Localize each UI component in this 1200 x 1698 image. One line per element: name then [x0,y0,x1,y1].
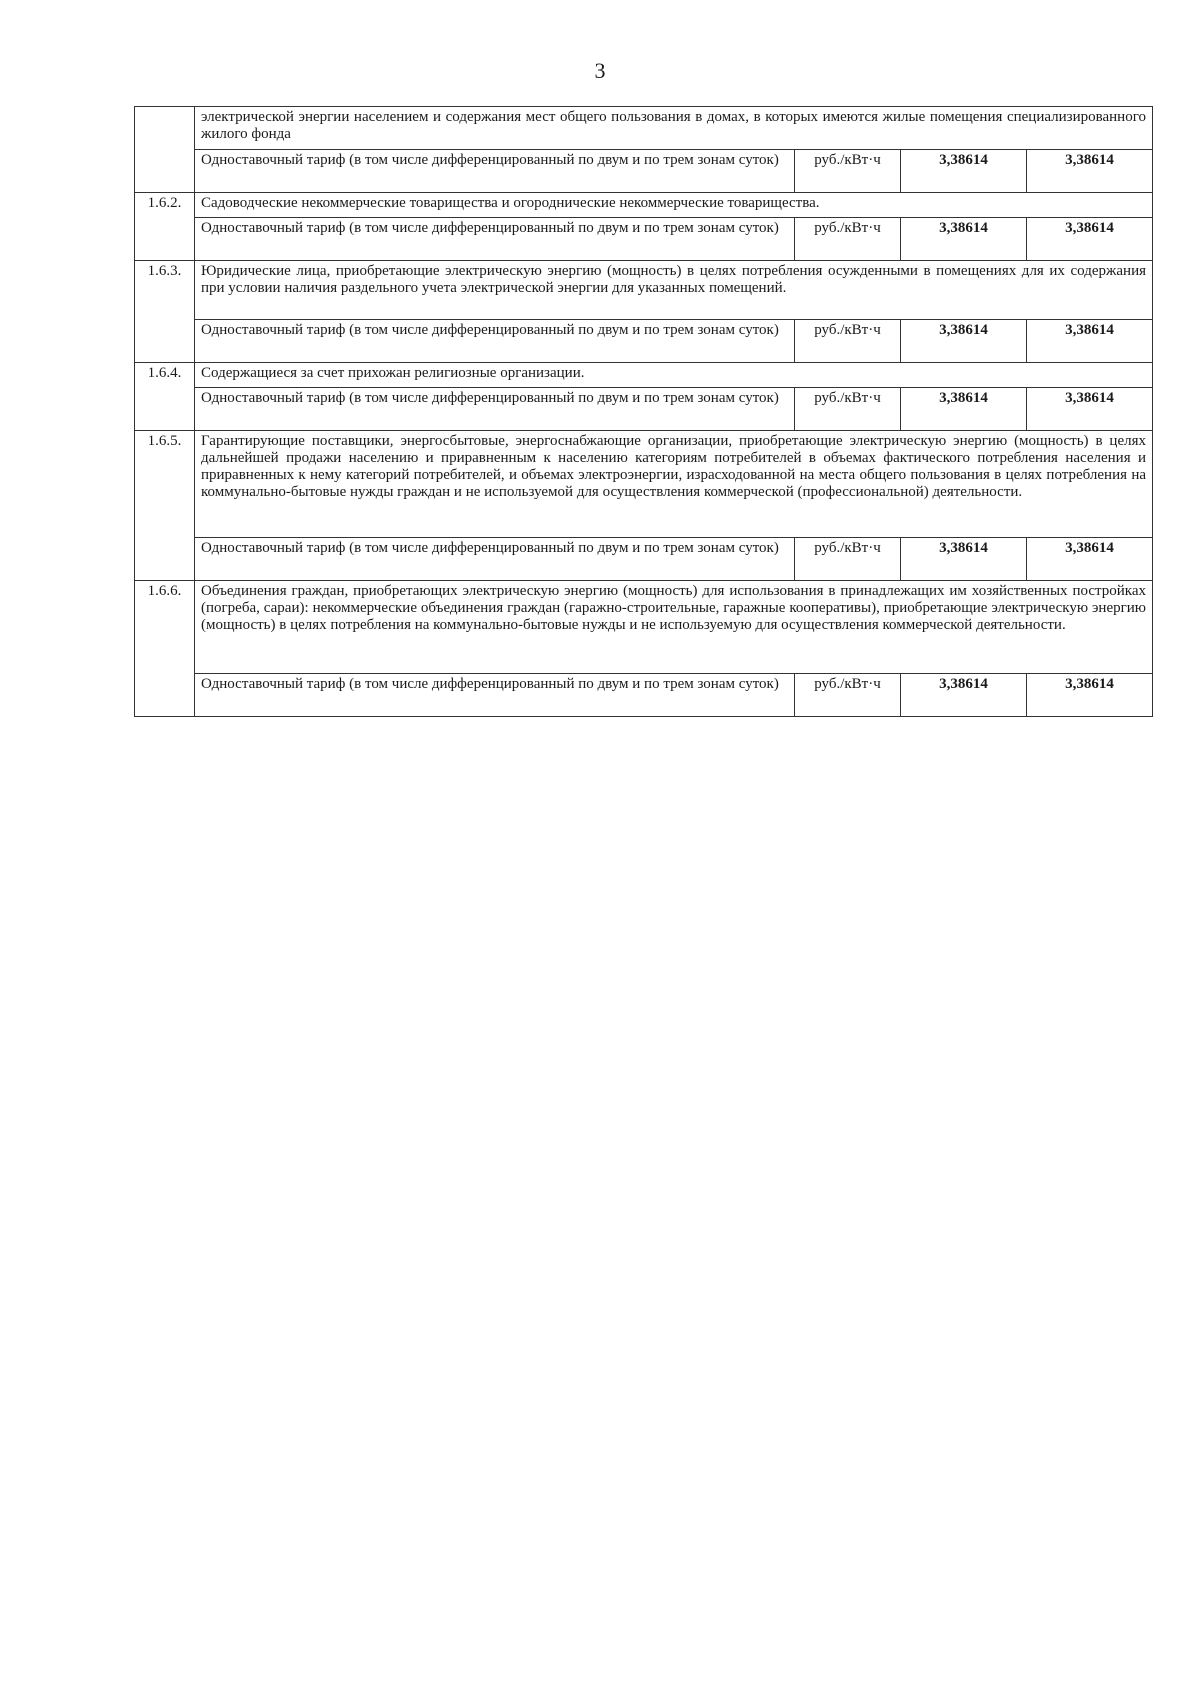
table-row [135,320,1153,363]
tariff-unit: руб./кВт·ч [795,388,901,431]
tariff-unit: руб./кВт·ч [795,538,901,581]
table-row [135,388,1153,431]
tariff-name: Одноставочный тариф (в том числе дифференцированный по двум и по трем зонам суток) [195,674,795,717]
tariff-table [134,106,1153,717]
table-row [135,218,1153,261]
page-number: 3 [594,58,606,83]
tariff-value-1: 3,38614 [901,538,1027,581]
row-number: 1.6.6. [135,581,195,717]
consumer-category: Юридические лица, приобретающие электрическую энергию (мощность) в целях потребления осужденными в помещениях для их содержания при условии наличия раздельного учета электрической энергии для указанных помещений. [195,261,1153,320]
table-row [135,193,1153,218]
consumer-category: Гарантирующие поставщики, энергосбытовые, энергоснабжающие организации, приобретающие электрическую энергию (мощность) в целях дальнейшей продажи населению и приравненным к населению категориям потребителей в объемах фактического потребления населения и приравненных к нему категорий потребителей, и объемах электроэнергии, израсходованной на места общего пользования в целях потребления на коммунально-бытовые нужды граждан и не используемой для осуществления коммерческой (профессиональной) деятельности. [195,431,1153,538]
row-number: 1.6.5. [135,431,195,581]
row-number [135,107,195,193]
table-row [135,150,1153,193]
consumer-category: Объединения граждан, приобретающих электрическую энергию (мощность) для использования в принадлежащих им хозяйственных постройках (погреба, сараи): некоммерческие объединения граждан (гаражно-строительные, гаражные кооперативы), приобретающие электрическую энергию (мощность) в целях потребления на коммунально-бытовые нужды и не используемую для осуществления коммерческой деятельности. [195,581,1153,674]
tariff-value-1: 3,38614 [901,320,1027,363]
table-row [135,538,1153,581]
tariff-value-1: 3,38614 [901,218,1027,261]
table-row [135,581,1153,674]
tariff-value-2: 3,38614 [1027,388,1153,431]
tariff-name: Одноставочный тариф (в том числе дифференцированный по двум и по трем зонам суток) [195,150,795,193]
table-row [135,261,1153,320]
consumer-category: электрической энергии населением и содержания мест общего пользования в домах, в которых имеются жилые помещения специализированного жилого фонда [195,107,1153,150]
tariff-unit: руб./кВт·ч [795,320,901,363]
row-number: 1.6.4. [135,363,195,431]
tariff-unit: руб./кВт·ч [795,150,901,193]
table-row [135,674,1153,717]
tariff-unit: руб./кВт·ч [795,218,901,261]
table-row [135,107,1153,150]
tariff-value-2: 3,38614 [1027,538,1153,581]
tariff-value-2: 3,38614 [1027,674,1153,717]
tariff-value-2: 3,38614 [1027,150,1153,193]
table-row [135,431,1153,538]
tariff-unit: руб./кВт·ч [795,674,901,717]
tariff-value-2: 3,38614 [1027,320,1153,363]
tariff-name: Одноставочный тариф (в том числе дифференцированный по двум и по трем зонам суток) [195,218,795,261]
consumer-category: Садоводческие некоммерческие товарищества и огороднические некоммерческие товарищества. [195,193,1153,218]
tariff-name: Одноставочный тариф (в том числе дифференцированный по двум и по трем зонам суток) [195,388,795,431]
row-number: 1.6.2. [135,193,195,261]
tariff-value-1: 3,38614 [901,388,1027,431]
table-row [135,363,1153,388]
row-number: 1.6.3. [135,261,195,363]
tariff-value-2: 3,38614 [1027,218,1153,261]
tariff-name: Одноставочный тариф (в том числе дифференцированный по двум и по трем зонам суток) [195,320,795,363]
tariff-value-1: 3,38614 [901,150,1027,193]
tariff-value-1: 3,38614 [901,674,1027,717]
consumer-category: Содержащиеся за счет прихожан религиозные организации. [195,363,1153,388]
tariff-name: Одноставочный тариф (в том числе дифференцированный по двум и по трем зонам суток) [195,538,795,581]
